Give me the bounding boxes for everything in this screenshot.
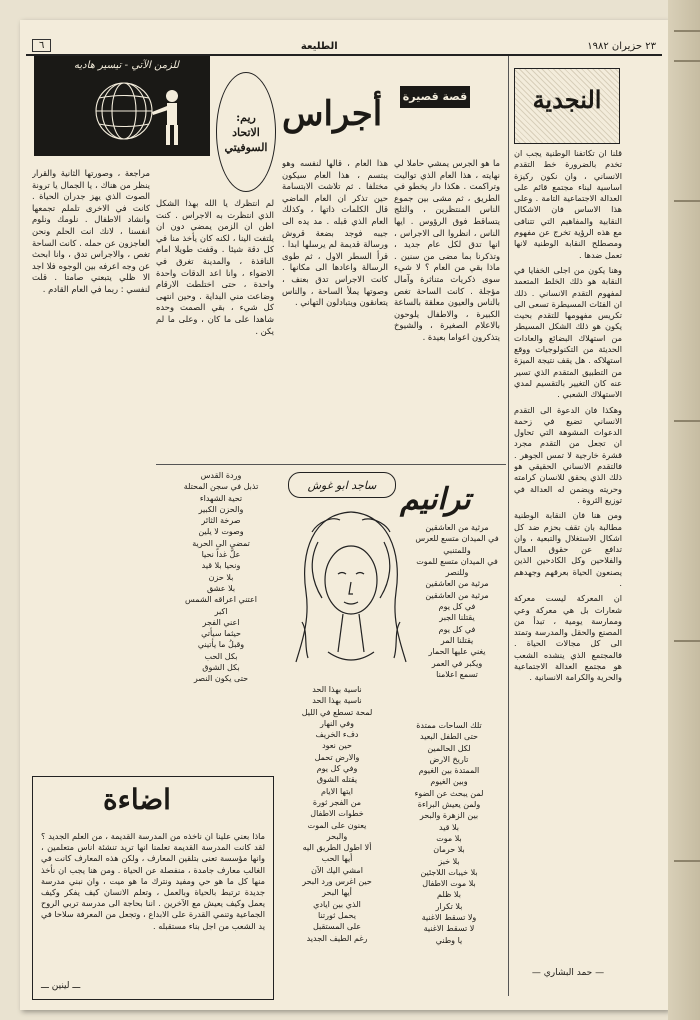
story-title: أجراس — [282, 94, 383, 134]
poem-line: حيثما سيأتي — [201, 629, 241, 639]
poem-stanza-2 — [164, 470, 278, 770]
globe-figure-illustration — [34, 56, 210, 156]
poem-line: بلا قيد — [439, 822, 459, 832]
idaa-title: اضاءة — [103, 783, 171, 816]
poem-line: بكل الشوق — [202, 663, 240, 673]
poem-line: ولا تسقط الاغنية — [421, 913, 477, 923]
poem-line: لا تسقط الاغنية — [423, 924, 475, 934]
idaa-signature: ـــ لينين ـــ — [41, 981, 81, 991]
poem-line: تذبل في سجن المحتلة — [183, 482, 259, 492]
poem-line: خطوات الاطفال — [310, 809, 364, 819]
poem-line: في الميدان متسع للموت — [416, 556, 498, 566]
poem-line: دفء الخريف — [315, 730, 359, 740]
story-col-4: مراجعة ، وصورتها الثانية والقرار ينظر من هناك ، يا الجمال يا ترونة الصوت الذي يهز جدران الحياة . كانت في الاخرى تلملم تجمعها وانشاد الاطفال . نلومك ونلوم انفسنا ، لانك انت الحلم ونحن العاجزون عن حمله . كانت الساحة تغص ، والاجراس تدق ، وانا ابحث عن وجه اعرفه بين الوجوه فلا اجد الا ظلي يتبعني صامتا . قلت لنفسي : ربما في العام القادم . — [32, 168, 150, 294]
story-col-1: ما هو الجرس يمشي حاملا لي نهايته ، هذا العام الذي تواليت وتراكمت . هكذا دار يخطو في الطريق ، ثم مشى بين جموع الناس المنتظرين ، والثلج يتساقط فوق الرؤوس . ايها الناس ، انظروا الى الاجراس ، انها تدق لكل عام جديد ، وتذكرنا بما مضى من سنين . ماذا بقي من العام ؟ لا شيء سوى ذكريات متناثرة وآمال مؤجلة . كانت الساحة تغص بالناس والعيون معلقة بالساعة الكبيرة ، والاطفال يلوحون بالاعلام الصغيرة ، والشيوخ يتذكرون اعواما بعيدة . — [394, 158, 500, 342]
poem-line: بلا موت — [436, 833, 462, 843]
poem-line: ناسية بهذا الحد — [312, 696, 362, 706]
idaa-body: ماذا بعني علينا ان ناخذه من المدرسة القديمة ، من العلم الجديد ؟ لقد كانت المدرسة القديمة تعلمنا انها تريد تنشئة اناس متعلمين ، وانها مؤسسة تعنى بتلقين المعارف ، ولكن هذه المعارف كانت في الغالب معارف جامدة ، منفصلة عن الحياة . ومن هنا يجب ان نأخذ منها كل ما هو حي ومفيد ونترك ما هو ميت ، وان نبني مدرسة جديدة ترتبط بالحياة وبالعمل ، وتعلم الانسان كيف يفكر وكيف يعمل وكيف يعيش مع الآخرين . اننا بحاجة الى مدرسة تربي الروح الجماعية وتنمي القدرة على الابداع ، وتجعل من المعرفة سلاحا في يد الشعب من اجل بناء مستقبله . — [41, 831, 265, 931]
najdiya-paragraph: وهنا يكون من اجلى الخفايا في النقابة هو ذلك الخلط المتعمد لمفهوم التقدم الانساني . ذلك ان الفئات المسيطرة تسعى الى تكريس مفهومها للتقدم بحيث يكون هو ذلك الشكل المسيطر من استهلاك البضائع والعادات الحديثة من التكنولوجيات ووقع استهلاكه . هل يقف نتيجة الميزة من التطبيق المتقدم الذي تسير عنه كان التغيير بالتقسيم لمدي الاستهلاك الشعبي . — [514, 264, 622, 400]
poem-line: بلا تكرار — [435, 901, 463, 911]
poem-line: أيها الحب — [321, 854, 353, 864]
najdiya-paragraph: ان المعركة ليست معركة شعارات بل هي معركة وعي وممارسة يومية ، تبدأ من المصنع والحقل والمدرسة وتمتد الى كل مجالات الحياة . فالمجتمع الذي ينشده الشعب هو مجتمع العدالة الاجتماعية والحرية والكرامة الانسانية . — [514, 593, 622, 683]
poem-line: والحزن الكبير — [198, 504, 244, 514]
najdiya-author: — حمد البشاري — — [531, 968, 605, 978]
poem-line: اعتني اعراقه الشمس — [185, 595, 257, 605]
poem-line: حتى يكون النصر — [193, 674, 249, 684]
poem-line: وبين الغيوم — [430, 777, 468, 787]
poem-line: أيها البحر — [322, 888, 352, 898]
poem-line: بلا حزن — [208, 572, 234, 582]
poem-line: تاريخ الارض — [429, 754, 469, 764]
poem-line: وفي كل يوم — [316, 764, 358, 774]
poem-line: امشي اليك الآن — [311, 865, 363, 875]
poem-line: ولمن يعيش البراءة — [417, 800, 481, 810]
poem-line: بكل الحب — [204, 651, 238, 661]
poem-line: ناسية بهذا الحد — [312, 685, 362, 694]
poem-line: لكل الحالمين — [427, 743, 471, 753]
poem-line: حين اغرس ورد البحر — [302, 877, 372, 887]
poem-line: يقتلنا المر — [440, 635, 474, 645]
poem-line: يغني عليها الحمار — [428, 647, 486, 657]
page-header — [26, 30, 662, 56]
poem-line: اكبر — [214, 606, 228, 616]
newspaper-page — [20, 20, 668, 1010]
poem-line: ايتها الايام — [321, 786, 353, 796]
poem-line: يحمل ثورتنا — [318, 910, 356, 920]
poem-line: تحية الشهداء — [199, 493, 243, 503]
poem-line: ويكبر في العمر — [431, 658, 483, 668]
illustration-caption: للزمن الآتي - تيسير هاديه — [74, 60, 179, 71]
poem-line: وصوت لا يلين — [198, 527, 244, 537]
poem-stanza-4 — [396, 720, 502, 984]
poet-name: ساجد ابو غوش — [307, 478, 377, 492]
story-col-2: هذا العام ، قالها لنفسه وهو يبتسم ، هذا العام سيكون مختلفا . ثم تلاشت الابتسامة حين تذكر ان العام الماضي قال الكلمات ذاتها ، وكذلك العام الذي قبله . مد يده الى جيبه فوجد بضعة قروش ورسالة قديمة لم يرسلها ابدا . قرأ السطر الاول ، ثم طوى الرسالة واعادها الى مكانها . كانت الاجراس تدق بعنف ، وصوتها يملأ الساحة ، والناس يتعانقون ويتبادلون التهاني . — [282, 158, 388, 308]
poem-line: يقتله الشوق — [316, 775, 358, 785]
najdiya-body — [514, 148, 622, 960]
poem-line: مرثية من العاشقين — [425, 523, 489, 532]
idaa-box — [32, 776, 274, 1000]
poem-line: مرثية من العاشقين — [425, 579, 489, 589]
poem-line: علَّ غداً نحيا — [201, 550, 241, 560]
poem-line: اعني الفجر — [202, 617, 240, 627]
poem-line: وللنصر — [445, 568, 469, 578]
poem-line: بين الزهرة والبحر — [419, 811, 479, 821]
poem-line: تلك الساحات ممتدة — [416, 721, 482, 730]
poem-line: والارض تحمل — [314, 752, 360, 762]
poem-line: صرخة الثائر — [201, 516, 241, 526]
poem-line: وقبلُ ما يأتيني — [197, 640, 245, 650]
author-caption: ريم: الاتحاد السوفيتي — [224, 110, 268, 154]
poet-name-box — [288, 472, 396, 498]
poem-line: وردة القدس — [200, 471, 242, 480]
poem-line: ونحيا بلا قيد — [201, 561, 241, 571]
poem-line: على المستقبل — [313, 922, 361, 932]
poem-line: تسمع اعلامنا — [436, 669, 478, 679]
story-label: قصة قصيرة — [400, 86, 470, 108]
column-rule — [508, 56, 509, 996]
poem-line: بلا خبز — [438, 856, 460, 866]
page-stack-edge — [668, 0, 700, 1020]
poem-line: من الفجر ثورة — [312, 797, 362, 807]
najdiya-paragraph: ومن هنا فان النقابة الوطنية مطالبة بان تقف بحزم ضد كل اشكال الاستغلال والتبعية ، وان تدافع عن حقوق العمال والفلاحين وكل الكادحين الذين يصنعون الحياة بعرقهم وجهدهم . — [514, 510, 622, 588]
poem-line: بلا ظلم — [437, 890, 461, 900]
poem-line: ألا اطول الطريق اليه — [302, 843, 372, 853]
section-rule — [156, 464, 506, 465]
poem-line: تمضي الى الحرية — [192, 538, 250, 548]
page-number: ٦ — [32, 39, 51, 52]
poem-title: ترانيم — [400, 482, 471, 517]
story-col-3: لم انتظرك يا الله بهذا الشكل الذي انتظرت به الاجراس . كنت اظن ان الزمن يمضي دون ان يلتفت الينا ، لكنه كان يأخذ منا في كل دقة شيئا . وقفت طويلا امام النافذة ، والمدينة تغرق في الاضواء ، وانا اعد الدقات واحدة واحدة ، حتى اختلطت الارقام وضاعت مني البداية . وحين انتهى كل شيء ، بقي الصمت وحده شاهدا على ما كان ، وعلى ما لم يكن . — [156, 198, 274, 336]
poem-line: وفي النهار — [320, 718, 354, 728]
poem-line: بلا عشق — [206, 583, 236, 593]
woman-portrait-illustration — [288, 502, 414, 676]
illustration-box — [34, 56, 210, 156]
issue-date: ٢٣ حزيران ١٩٨٢ — [587, 41, 656, 52]
poem-stanza-3 — [282, 684, 392, 984]
author-caption-oval — [216, 72, 276, 192]
najdiya-paragraph: قلنا ان تكاتفنا الوطنية يجب ان تخدم بالضرورة خط التقدم الانساني ، وان نكون ركيزة اساسية لبناء مجتمع قائم على العدالة الاجتماعية التامة . وعلى هذا الاساس فان الاشكال النقابية والمفاهيم التي تتنافى مع هذه الرؤية تخرج عن مفهوم ومصطلح النقابة الوطنية لانها تعمل ضدها . — [514, 148, 622, 260]
poem-line: الذي بين ايادي — [313, 899, 361, 909]
poem-line: يا وطني — [435, 935, 463, 945]
poem-line: رغم الطيف الجديد — [306, 933, 368, 943]
najdiya-paragraph: وهكذا فان الدعوة الى التقدم الانساني تضيع في زحمة الدعوات المشوهة التي تحاول ان تجعل من التقدم مجرد قشرة خارجية لا تمس الجوهر . فالتقدم الانساني الحقيقي هو ذلك الذي يحقق للانسان كرامته وحريته ويضمن له العدالة في توزيع الثروة . — [514, 404, 622, 505]
poem-line: حين نعود — [322, 741, 352, 751]
poem-line: بلا خيبات اللاجئين — [420, 867, 478, 877]
poem-line: وللمتنبي — [443, 545, 471, 555]
poem-line: لمن يبحث عن الضوء — [414, 788, 484, 798]
poem-line: في كل يوم — [438, 624, 476, 634]
poem-line: لمحة تسطع في الليل — [301, 707, 373, 717]
poem-line: والبحر — [326, 831, 348, 841]
poem-line: بلا موت الاطفال — [422, 879, 476, 889]
poem-line: الممتدة بين الغيوم — [418, 766, 480, 776]
poem-line: يعنون على الموت — [307, 820, 367, 830]
poem-line: مرثية من العاشقين — [425, 590, 489, 600]
poem-line: في الميدان متسع للعرس — [415, 534, 499, 544]
poem-line: في كل يوم — [438, 602, 476, 612]
poem-line: يقتلنا الجبر — [439, 613, 475, 623]
najdiya-title-box — [514, 68, 620, 144]
poem-stanza-1 — [412, 522, 502, 712]
newspaper-name: الطليعة — [300, 41, 338, 52]
poem-line: حتى الطفل البعيد — [420, 732, 478, 742]
najdiya-title: النجدية — [532, 85, 602, 114]
poem-line: بلا حرمان — [433, 845, 465, 855]
